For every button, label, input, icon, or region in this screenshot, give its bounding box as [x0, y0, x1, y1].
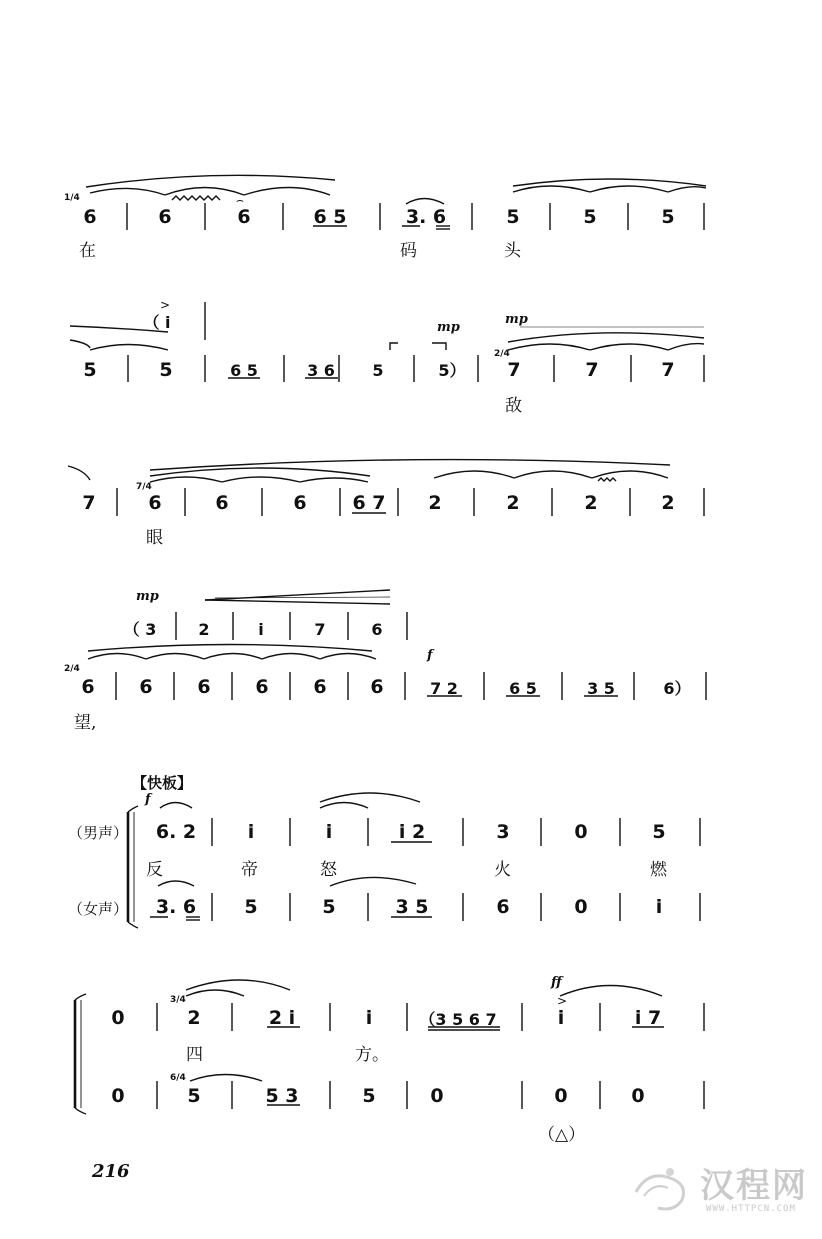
time-signature: 2/4: [494, 349, 510, 359]
lyric: 码: [400, 241, 417, 261]
note: 6. 2: [155, 821, 197, 843]
note: 7: [661, 359, 675, 381]
note: 3. 6: [405, 206, 447, 228]
lyric: 在: [79, 241, 96, 261]
note: 6: [370, 676, 384, 698]
note: 7 2: [430, 679, 458, 698]
note: i 7: [634, 1007, 662, 1029]
time-signature: 7/4: [136, 482, 152, 492]
note: 7: [585, 359, 599, 381]
upper-note: i: [258, 620, 264, 639]
note: 5: [187, 1085, 201, 1107]
note: 5）: [438, 361, 466, 380]
lyric: 火: [494, 860, 511, 880]
note: 7: [507, 359, 521, 381]
watermark-text: 汉程网: [700, 1166, 808, 1206]
voice-label-male: （男声）: [68, 824, 129, 842]
lyric: 眼: [146, 528, 163, 548]
lyric: 头: [504, 241, 521, 261]
note: 0: [111, 1085, 125, 1107]
lyric: 敌: [505, 396, 522, 416]
note: 0: [574, 821, 588, 843]
note: 0: [574, 896, 588, 918]
note: 0: [430, 1085, 444, 1107]
note: 5: [506, 206, 520, 228]
tempo-marking: 【快板】: [132, 774, 193, 792]
note: 7: [82, 492, 96, 514]
note: 6 5: [509, 679, 537, 698]
note: 3 6: [307, 361, 335, 380]
note: 5: [583, 206, 597, 228]
dynamic-mp: mp: [136, 589, 159, 604]
lyric: 燃: [650, 860, 667, 880]
note: 6: [255, 676, 269, 698]
upper-note: （ 3: [123, 620, 157, 639]
note: i: [655, 896, 663, 918]
upper-note: （ i: [143, 313, 171, 332]
note: 2: [506, 492, 520, 514]
note: i: [325, 821, 333, 843]
note: 5: [372, 361, 384, 380]
dynamic-mp: mp: [505, 312, 528, 327]
note: 5: [159, 359, 173, 381]
note: 6: [139, 676, 153, 698]
note: 6 7: [352, 492, 386, 514]
note: 0: [554, 1085, 568, 1107]
lyric: 方。: [355, 1045, 389, 1065]
note: 6: [237, 206, 251, 228]
upper-note: 7: [314, 620, 326, 639]
triangle-mark: （△）: [538, 1125, 586, 1145]
note: 2: [187, 1007, 201, 1029]
note: 6: [496, 896, 510, 918]
note: 0: [111, 1007, 125, 1029]
upper-note: 2: [198, 620, 210, 639]
note: 3. 6: [155, 896, 197, 918]
fermata-mark: ⌢: [236, 193, 244, 207]
note: 5: [244, 896, 258, 918]
note: 5: [652, 821, 666, 843]
note: 6: [81, 676, 95, 698]
note: 2: [584, 492, 598, 514]
lyric: 怒: [320, 860, 337, 880]
note: 6: [158, 206, 172, 228]
note: 5: [661, 206, 675, 228]
dynamic-mp: mp: [437, 320, 460, 335]
note: i: [247, 821, 255, 843]
upper-note: 6: [371, 620, 383, 639]
lyric: 四: [186, 1045, 203, 1065]
note: 0: [631, 1085, 645, 1107]
time-signature: 6/4: [170, 1073, 186, 1083]
note: i: [557, 1007, 565, 1029]
note: 6: [148, 492, 162, 514]
lyric: 反: [146, 860, 163, 880]
dynamic-f: f: [145, 792, 151, 807]
note: （3 5 6 7: [419, 1010, 497, 1029]
time-signature: 3/4: [170, 995, 186, 1005]
note: 6: [197, 676, 211, 698]
time-signature: 1/4: [64, 193, 80, 203]
note: i 2: [398, 821, 426, 843]
accent-mark: >: [557, 994, 568, 1008]
note: 2 i: [268, 1007, 296, 1029]
note: 2: [428, 492, 442, 514]
note: 6: [215, 492, 229, 514]
note: 3: [496, 821, 510, 843]
note: 6: [293, 492, 307, 514]
voice-label-female: （女声）: [68, 900, 129, 918]
lyric: 帝: [241, 860, 258, 880]
page-number: 216: [92, 1161, 130, 1182]
note: 2: [661, 492, 675, 514]
note: 3 5: [587, 679, 615, 698]
note: 6 5: [313, 206, 347, 228]
time-signature: 2/4: [64, 664, 80, 674]
note: 3 5: [395, 896, 429, 918]
note: 5: [83, 359, 97, 381]
note: 6）: [663, 679, 691, 698]
note: 5 3: [265, 1085, 299, 1107]
note: 5: [322, 896, 336, 918]
accent-mark: >: [160, 298, 171, 312]
dynamic-f: f: [427, 648, 433, 663]
note: 6 5: [230, 361, 258, 380]
watermark-url: WWW.HTTPCN.COM: [706, 1204, 796, 1214]
lyric: 望,: [74, 713, 97, 733]
note: i: [365, 1007, 373, 1029]
dynamic-ff: ff: [551, 975, 562, 990]
note: 5: [362, 1085, 376, 1107]
note: 6: [313, 676, 327, 698]
note: 6: [83, 206, 97, 228]
